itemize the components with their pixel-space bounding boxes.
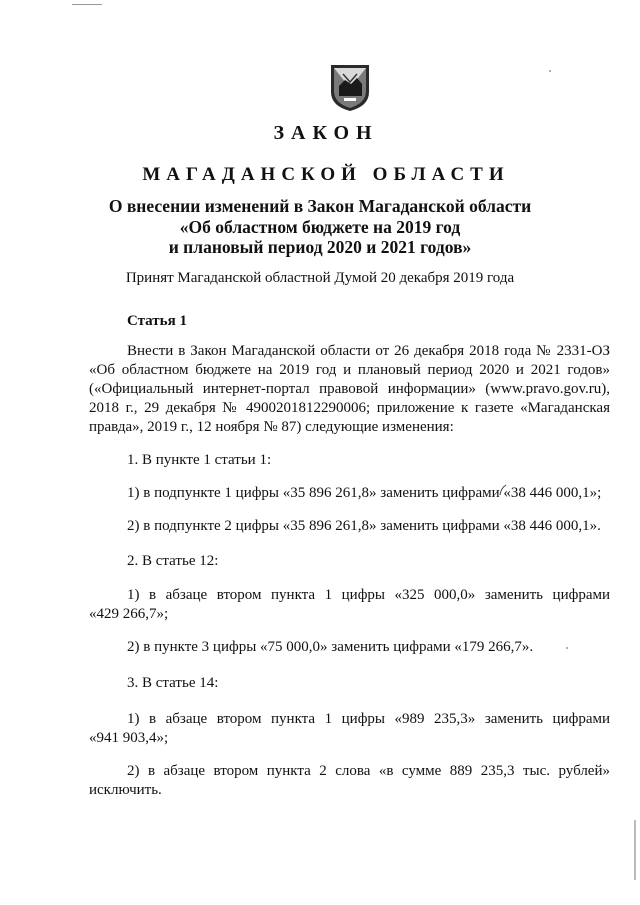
list-item: [89, 710, 610, 748]
region-heading: МАГАДАНСКОЙ ОБЛАСТИ: [142, 164, 510, 185]
list-item: 2) в подпункте 2 цифры «35 896 261,8» заменить цифрами «38 446 000,1».: [127, 518, 601, 534]
scan-edge: [634, 820, 636, 880]
law-heading: ЗАКОН: [273, 122, 379, 144]
list-item: 2) в пункте 3 цифры «75 000,0» заменить цифрами «179 266,7».: [127, 639, 534, 655]
list-item: 2. В статье 12:: [127, 553, 219, 569]
list-item-line: исключить.: [89, 782, 162, 798]
list-item: [89, 762, 610, 800]
law-title-line: «Об областном бюджете на 2019 год: [179, 216, 461, 237]
law-title-line: О внесении изменений в Закон Магаданской области: [108, 196, 532, 216]
article-heading: Статья 1: [127, 313, 187, 329]
list-item-line: «429 266,7»;: [89, 606, 169, 622]
list-item: 3. В статье 14:: [127, 675, 219, 691]
law-title: [0, 196, 640, 258]
coat-of-arms-icon: [329, 62, 371, 112]
article-intro: Внести в Закон Магаданской области от 26 декабря 2018 года № 2331-ОЗ «Об областном бюджете на 2019 год и плановый период 2020 и 2021 годов» («Официальный интернет-портал правовой информации» (www.pravo.gov.ru), 2018 г., 29 декабря № 4900201812290006; приложение к газете «Магаданская правда», 2019 г., 12 ноября № 87) следующие изменения:: [89, 343, 610, 435]
list-item: 1) в подпункте 1 цифры «35 896 261,8» заменить цифрами «38 446 000,1»;: [127, 485, 602, 501]
list-item: 1. В пункте 1 статьи 1:: [127, 452, 272, 468]
scan-speck: [549, 70, 551, 72]
list-item-line: 1) в абзаце втором пункта 1 цифры «989 235,3» заменить цифрами: [127, 711, 610, 727]
list-item-line: 1) в абзаце втором пункта 1 цифры «325 000,0» заменить цифрами: [127, 587, 610, 603]
adoption-line: Принят Магаданской областной Думой 20 декабря 2019 года: [125, 270, 515, 286]
list-item-line: «941 903,4»;: [89, 730, 169, 746]
scan-speck: [566, 647, 568, 649]
law-title-line: и плановый период 2020 и 2021 годов»: [168, 237, 472, 257]
pen-mark-icon: [498, 484, 508, 496]
list-item: [89, 586, 610, 624]
list-item-line: 2) в абзаце втором пункта 2 слова «в сумме 889 235,3 тыс. рублей»: [127, 763, 610, 779]
scan-speck: [72, 4, 102, 5]
